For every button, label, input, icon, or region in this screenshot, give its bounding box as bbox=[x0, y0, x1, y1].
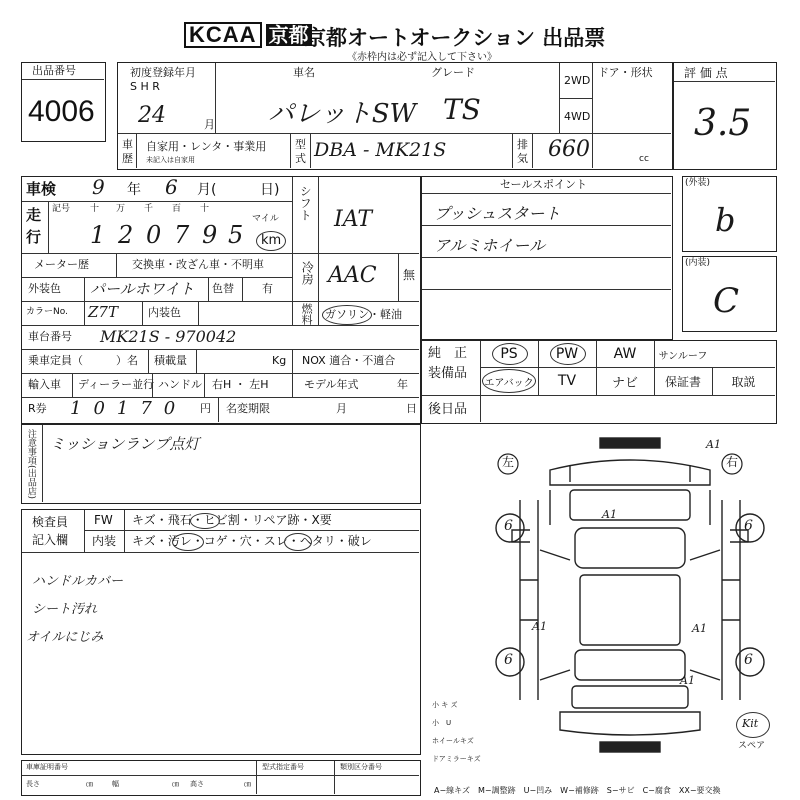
pw-circle bbox=[550, 343, 586, 365]
inspector-box bbox=[21, 509, 421, 755]
getsu-label: 月( bbox=[197, 182, 217, 198]
handle-label: ハンドル bbox=[158, 378, 202, 391]
name-change-label: 名変期限 bbox=[226, 402, 270, 415]
ps-circle bbox=[492, 343, 528, 365]
frame-label: 車台番号 bbox=[28, 330, 72, 343]
height-label: 高さ bbox=[190, 780, 204, 788]
equip-ps: PS bbox=[500, 346, 518, 362]
shift-value: IAT bbox=[334, 207, 373, 232]
height-unit: ㎝ bbox=[244, 780, 251, 788]
sales-point-1: プッシュスタート bbox=[434, 204, 561, 223]
nen-label: 年 bbox=[127, 182, 141, 198]
model-label-2: 式 bbox=[295, 152, 306, 165]
grade: TS bbox=[443, 93, 481, 126]
km-unit: km bbox=[261, 233, 282, 248]
equip-aw: AW bbox=[613, 346, 637, 362]
meter-options: 交換車・改ざん車・不明車 bbox=[132, 258, 264, 271]
exterior-grade-box bbox=[682, 176, 777, 252]
exterior-color-label: 外装色 bbox=[28, 282, 61, 295]
interior-label: 内装 bbox=[92, 534, 117, 548]
inspector-comment-2: シート汚れ bbox=[32, 602, 98, 617]
equip-navi: ナビ bbox=[611, 375, 638, 391]
page-title: 京都オートオークション 出品票 bbox=[305, 26, 606, 50]
car-outline-svg bbox=[480, 430, 780, 760]
interior-grade-label: (内装) bbox=[685, 258, 711, 268]
mileage-digit: 1 bbox=[90, 221, 106, 249]
logo-text: KCAA bbox=[184, 22, 262, 48]
door-label: ドア・形状 bbox=[598, 66, 653, 79]
equip-airbag: エアバック bbox=[484, 377, 534, 389]
equipment-label-1: 純 正 bbox=[428, 346, 468, 361]
dealer-option: ディーラー並行 bbox=[78, 378, 155, 391]
interior-items: キズ・汚レ・コゲ・穴・スレ・ヘタリ・破レ bbox=[132, 534, 372, 548]
fw-label: FW bbox=[94, 513, 113, 527]
damage-mark: A1 bbox=[692, 622, 707, 635]
score-box bbox=[673, 62, 777, 170]
unit-ju: 十 bbox=[200, 204, 210, 214]
frame-no: MK21S - 970042 bbox=[100, 327, 237, 346]
capacity-unit: ）名 bbox=[116, 354, 138, 367]
mileage-digit: 9 bbox=[202, 221, 218, 249]
use-options: 自家用・レンタ・事業用 bbox=[146, 140, 267, 153]
logo-city: 京都 bbox=[266, 24, 312, 46]
tire-mark: 6 bbox=[504, 518, 513, 534]
drive-4wd: 4WD bbox=[564, 110, 591, 123]
recycle-amount: 10170 bbox=[70, 398, 188, 419]
aftermarket-label: 後日品 bbox=[428, 402, 468, 417]
score-label: 評 価 点 bbox=[684, 66, 728, 80]
soko-label-2: 行 bbox=[26, 228, 42, 246]
recycle-label: R券 bbox=[28, 402, 47, 415]
mileage-digit: 5 bbox=[228, 221, 244, 249]
inspector-comment-1: ハンドルカバー bbox=[32, 574, 124, 589]
equipment-label-2: 装備品 bbox=[428, 366, 468, 381]
fuel-options: ガソリン・軽油 bbox=[325, 308, 402, 321]
damage-mark: A1 bbox=[602, 508, 617, 521]
exterior-grade-label: (外装) bbox=[685, 178, 711, 188]
tire-mark: 6 bbox=[744, 652, 753, 668]
damage-mark: A1 bbox=[680, 674, 695, 687]
shaken-label: 車検 bbox=[26, 180, 57, 198]
mileage-digit: 0 bbox=[146, 221, 162, 249]
exterior-color: パールホワイト bbox=[90, 280, 195, 298]
nichi-label: 日) bbox=[260, 182, 280, 198]
page-subtitle: 《赤枠内は必ず記入して下さい》 bbox=[347, 52, 497, 63]
interior-grade: C bbox=[713, 281, 740, 321]
cc-unit: cc bbox=[639, 154, 649, 164]
interior-color-label: 内装色 bbox=[148, 306, 181, 319]
handle-options: 右H ・ 左H bbox=[212, 378, 269, 391]
kigo-label: 記号 bbox=[52, 204, 71, 214]
score: 3.5 bbox=[694, 103, 752, 144]
damage-mark: A1 bbox=[706, 438, 721, 451]
damage-legend bbox=[432, 700, 502, 770]
interior-grade-box bbox=[682, 256, 777, 332]
legend-wheel-scratch: ホイールキズ bbox=[432, 737, 474, 745]
displacement-label-1: 排 bbox=[517, 138, 528, 151]
width-label: 幅 bbox=[112, 780, 119, 788]
model-year-unit: 年 bbox=[397, 378, 408, 391]
displacement-label-2: 気 bbox=[517, 152, 528, 165]
month-label: 月 bbox=[204, 118, 215, 131]
length-label: 長さ bbox=[26, 780, 40, 788]
iroban-value: 有 bbox=[262, 282, 273, 295]
inspector-comment-3: オイルにじみ bbox=[26, 630, 104, 645]
model-label-1: 型 bbox=[295, 138, 306, 151]
aircon-value: AAC bbox=[328, 263, 377, 288]
spare-label: スペア bbox=[738, 741, 766, 751]
airbag-circle bbox=[482, 369, 536, 393]
fuel-circle bbox=[322, 305, 372, 325]
main-info-box bbox=[117, 62, 673, 170]
category-label: 類別区分番号 bbox=[340, 763, 382, 771]
shift-label: シフト bbox=[298, 185, 313, 221]
spare-kit: Kit bbox=[742, 717, 759, 730]
designation-label: 型式指定番号 bbox=[262, 763, 304, 771]
unit-hyaku: 百 bbox=[172, 204, 182, 214]
use-label-1: 車 bbox=[122, 138, 133, 151]
soko-label-1: 走 bbox=[26, 206, 42, 224]
import-label: 輸入車 bbox=[28, 378, 61, 391]
reg-label: 初度登録年月 bbox=[130, 66, 196, 79]
kcaa-logo bbox=[184, 22, 312, 48]
inspector-label-1: 検査員 bbox=[32, 515, 69, 529]
load-unit: Kg bbox=[272, 354, 287, 367]
wear-circle bbox=[284, 533, 312, 551]
era-options: S H R bbox=[130, 80, 160, 93]
displacement: 660 bbox=[548, 137, 590, 162]
equip-sunroof: サンルーフ bbox=[658, 350, 708, 362]
inspector-label-2: 記入欄 bbox=[32, 533, 69, 547]
mileage-digit: 7 bbox=[174, 221, 190, 249]
car-diagram bbox=[480, 430, 780, 760]
lot-label: 出品番号 bbox=[32, 64, 76, 77]
bottom-legend: A−線キズ M−調整跡 U−凹み W−補修跡 S−サビ C−腐食 XX−要交換 bbox=[434, 786, 721, 795]
use-note: 未記入は自家用 bbox=[146, 156, 195, 164]
unit-man: 万 bbox=[116, 204, 126, 214]
load-label: 積載量 bbox=[154, 354, 187, 367]
model-code: DBA - MK21S bbox=[314, 139, 447, 161]
sales-point-2: アルミホイール bbox=[434, 236, 546, 255]
legend-mirror-scratch: ドアミラーキズ bbox=[432, 755, 481, 763]
color-no: Z7T bbox=[88, 303, 118, 321]
exterior-grade: b bbox=[715, 201, 736, 239]
unit-juman: 十 bbox=[90, 204, 100, 214]
sales-point-box bbox=[421, 176, 673, 340]
tire-mark: 6 bbox=[744, 518, 753, 534]
length-unit: ㎝ bbox=[86, 780, 93, 788]
iroban-label: 色替 bbox=[212, 282, 234, 295]
reg-year: 24 bbox=[138, 103, 166, 128]
car-name: パレットSW bbox=[268, 99, 417, 129]
unit-sen: 千 bbox=[144, 204, 154, 214]
fuel-label: 燃料 bbox=[300, 303, 314, 325]
meter-history-label: メーター歴 bbox=[34, 258, 89, 271]
nc-day: 日 bbox=[406, 402, 417, 415]
notes-label: 注意事項(出品店) bbox=[25, 429, 36, 500]
car-name-label: 車名 bbox=[293, 66, 315, 79]
color-no-label: カラーNo. bbox=[26, 307, 68, 317]
notes-text: ミッションランプ点灯 bbox=[50, 435, 200, 453]
grade-label: グレード bbox=[431, 66, 475, 79]
lot-number-box bbox=[21, 62, 106, 142]
unit-mile: マイル bbox=[252, 214, 279, 224]
equip-warranty: 保証書 bbox=[664, 374, 701, 389]
damage-mark: A1 bbox=[532, 620, 547, 633]
width-unit: ㎝ bbox=[172, 780, 179, 788]
equipment-box bbox=[421, 340, 777, 424]
equip-manual: 取説 bbox=[731, 374, 756, 389]
vehicle-detail-box bbox=[21, 176, 421, 424]
use-label-2: 歴 bbox=[122, 152, 133, 165]
right-label: 右 bbox=[726, 455, 739, 469]
notes-box bbox=[21, 424, 421, 504]
shaken-year: 9 bbox=[92, 175, 105, 199]
capacity-label: 乗車定員（ bbox=[28, 354, 83, 367]
aircon-label: 冷房 bbox=[300, 261, 315, 285]
transfer-label: 車庫証明番号 bbox=[26, 763, 68, 771]
lot-number: 4006 bbox=[28, 95, 95, 128]
nc-month: 月 bbox=[336, 402, 347, 415]
left-label: 左 bbox=[502, 455, 515, 469]
tire-mark: 6 bbox=[504, 652, 513, 668]
nox-options: NOX 適合・不適合 bbox=[302, 354, 396, 367]
shaken-month: 6 bbox=[165, 175, 178, 199]
fw-items: キズ・飛石・ヒビ割・リペア跡・X要 bbox=[132, 513, 332, 527]
legend-small-dent: 小 U bbox=[432, 719, 452, 727]
dirt-circle bbox=[172, 533, 204, 551]
model-year-label: モデル年式 bbox=[304, 378, 359, 391]
footer-box bbox=[21, 760, 421, 796]
drive-2wd: 2WD bbox=[564, 74, 591, 87]
sales-point-label: セールスポイント bbox=[500, 178, 588, 191]
stone-circle bbox=[190, 513, 220, 529]
mileage-digit: 2 bbox=[118, 221, 134, 249]
legend-small-scratch: 小 キ ズ bbox=[432, 701, 458, 709]
yen-unit: 円 bbox=[200, 402, 211, 415]
equip-pw: PW bbox=[555, 346, 579, 362]
aircon-none: 無 bbox=[403, 268, 416, 282]
equip-tv: TV bbox=[557, 373, 577, 389]
